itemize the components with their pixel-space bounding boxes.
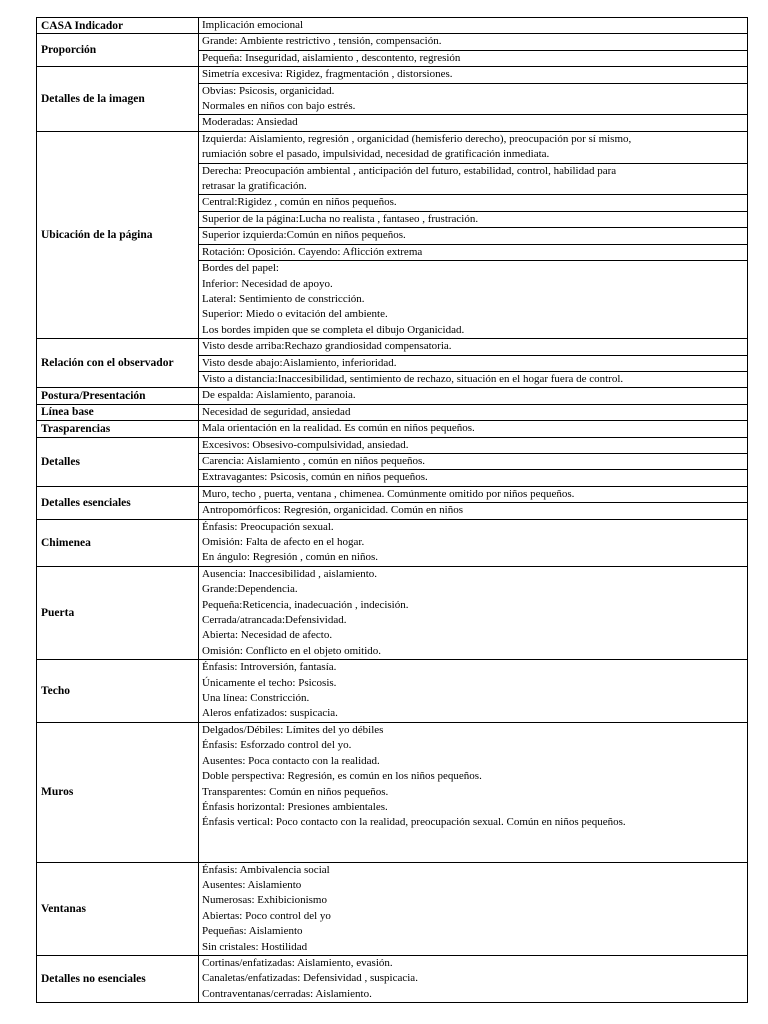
indicator-label: Detalles no esenciales — [37, 955, 199, 1002]
implication-line: Superior de la página:Lucha no realista , fantaseo , frustración. — [202, 212, 479, 225]
header-implication-cell: Implicación emocional — [199, 18, 748, 34]
implication-line: Mala orientación en la realidad. Es común en niños pequeños. — [202, 422, 475, 435]
implication-line: Extravagantes: Psicosis, común en niños pequeños. — [202, 471, 428, 484]
implication-line: De espalda: Aislamiento, paranoia. — [202, 389, 356, 402]
implication-line: retrasar la gratificación. — [202, 180, 307, 193]
table-row — [37, 34, 748, 50]
implication-line: Lateral: Sentimiento de constricción. — [202, 292, 365, 305]
implication-cell — [199, 131, 748, 163]
implication-line: Pequeña:Reticencia, inadecuación , indecisión. — [202, 598, 409, 611]
header-indicator-cell: CASA Indicador — [37, 18, 199, 34]
implication-line: Únicamente el techo: Psicosis. — [202, 676, 337, 689]
indicator-label: Trasparencias — [37, 421, 199, 437]
table-row — [37, 955, 748, 1002]
implication-cell — [199, 566, 748, 659]
indicator-label: Relación con el observador — [37, 339, 199, 388]
implication-line: Énfasis: Ambivalencia social — [202, 863, 330, 876]
implication-line: Visto desde arriba:Rechazo grandiosidad compensatoria. — [202, 340, 452, 353]
implication-line: Omisión: Conflicto en el objeto omitido. — [202, 644, 382, 657]
indicator-label: Techo — [37, 660, 199, 723]
table-row — [37, 437, 748, 453]
implication-line: Abiertas: Poco control del yo — [202, 909, 331, 922]
implication-line: Inferior: Necesidad de apoyo. — [202, 277, 333, 290]
table-row — [37, 862, 748, 955]
indicator-label: Línea base — [37, 404, 199, 420]
indicator-label: Ubicación de la página — [37, 131, 199, 338]
implication-cell — [199, 862, 748, 955]
implication-cell — [199, 470, 748, 486]
table-row — [37, 339, 748, 355]
implication-cell — [199, 486, 748, 502]
implication-line: Simetría excesiva: Rigidez, fragmentación , distorsiones. — [202, 68, 453, 81]
implication-line: Contraventanas/cerradas: Aislamiento. — [202, 987, 372, 1000]
table-row — [37, 660, 748, 723]
implication-line: rumiación sobre el pasado, impulsividad, necesidad de gratificación inmediata. — [202, 148, 550, 161]
implication-cell — [199, 67, 748, 83]
implication-line: Transparentes: Común en niños pequeños. — [202, 785, 389, 798]
table-row — [37, 566, 748, 659]
implication-line: Énfasis: Introversión, fantasía. — [202, 661, 337, 674]
implication-line: En ángulo: Regresión , común en niños. — [202, 551, 378, 564]
implication-line — [202, 846, 744, 861]
implication-line: Abierta: Necesidad de afecto. — [202, 629, 333, 642]
implication-line: Cortinas/enfatizadas: Aislamiento, evasión. — [202, 956, 393, 969]
implication-line: Ausencia: Inaccesibilidad , aislamiento. — [202, 567, 378, 580]
implication-cell — [199, 722, 748, 862]
implication-line: Énfasis horizontal: Presiones ambientales. — [202, 800, 388, 813]
implication-line: Delgados/Débiles: Límites del yo débiles — [202, 723, 384, 736]
implication-cell — [199, 437, 748, 453]
implication-line: Visto a distancia:Inaccesibilidad, sentimiento de rechazo, situación en el hogar fuera de control. — [202, 372, 624, 385]
implication-line: Una línea: Constricción. — [202, 692, 310, 705]
implication-cell — [199, 34, 748, 50]
table-row — [37, 519, 748, 566]
indicator-label: Chimenea — [37, 519, 199, 566]
indicator-label: Detalles esenciales — [37, 486, 199, 519]
implication-cell — [199, 421, 748, 437]
table-row — [37, 131, 748, 163]
implication-line: Énfasis vertical: Poco contacto con la realidad, preocupación sexual. Común en niños pequeños. — [202, 816, 626, 829]
implication-line: Bordes del papel: — [202, 262, 279, 275]
indicator-label: Proporción — [37, 34, 199, 67]
indicator-label: Muros — [37, 722, 199, 862]
implication-line: Omisión: Falta de afecto en el hogar. — [202, 536, 365, 548]
implication-line: Cerrada/atrancada:Defensividad. — [202, 614, 347, 627]
implication-line: Énfasis: Preocupación sexual. — [202, 520, 334, 533]
table-row — [37, 421, 748, 437]
implication-line: Central:Rigidez , común en niños pequeños. — [202, 196, 397, 209]
implication-line: Pequeña: Inseguridad, aislamiento , descontento, regresión — [202, 51, 461, 64]
implication-cell — [199, 195, 748, 211]
implication-line: Necesidad de seguridad, ansiedad — [202, 405, 351, 418]
implication-line: Carencia: Aislamiento , común en niños pequeños. — [202, 454, 426, 467]
implication-line — [202, 831, 744, 846]
indicator-label: Detalles — [37, 437, 199, 486]
implication-line: Visto desde abajo:Aislamiento, inferioridad. — [202, 356, 397, 369]
implication-cell — [199, 163, 748, 195]
table-row — [37, 388, 748, 404]
implication-cell — [199, 83, 748, 115]
indicator-label: Detalles de la imagen — [37, 67, 199, 132]
implication-line: Énfasis: Esforzado control del yo. — [202, 739, 352, 752]
implication-cell — [199, 955, 748, 1002]
implication-line: Normales en niños con bajo estrés. — [202, 100, 356, 113]
implication-line: Pequeñas: Aislamiento — [202, 925, 303, 938]
implication-cell — [199, 228, 748, 244]
indicator-table — [36, 17, 748, 1003]
implication-line: Numerosas: Exhibicionismo — [202, 894, 327, 907]
implication-line: Sin cristales: Hostilidad — [202, 940, 308, 953]
implication-line: Izquierda: Aislamiento, regresión , organicidad (hemisferio derecho), preocupación por sí mismo, — [202, 132, 632, 145]
implication-line: Moderadas: Ansiedad — [202, 116, 298, 129]
implication-line: Aleros enfatizados: suspicacia. — [202, 707, 338, 720]
implication-line: Obvias: Psicosis, organicidad. — [202, 84, 335, 97]
table-header-row — [37, 18, 748, 34]
table-row — [37, 67, 748, 83]
implication-line: Superior: Miedo o evitación del ambiente. — [202, 308, 388, 321]
implication-line: Rotación: Oposición. Cayendo: Aflicción extrema — [202, 245, 423, 258]
implication-cell — [199, 50, 748, 66]
table-row — [37, 722, 748, 862]
implication-line: Grande:Dependencia. — [202, 583, 298, 596]
implication-cell — [199, 388, 748, 404]
implication-cell — [199, 371, 748, 387]
implication-line: Antropomórficos: Regresión, organicidad. Común en niños — [202, 504, 464, 517]
implication-cell — [199, 115, 748, 131]
implication-line: Doble perspectiva: Regresión, es común en los niños pequeños. — [202, 770, 482, 783]
implication-cell — [199, 211, 748, 227]
implication-line: Ausentes: Aislamiento — [202, 878, 302, 891]
implication-cell — [199, 660, 748, 723]
implication-line: Canaletas/enfatizadas: Defensividad , suspicacia. — [202, 972, 418, 985]
implication-cell — [199, 519, 748, 566]
table-body — [37, 18, 748, 1003]
implication-line: Muro, techo , puerta, ventana , chimenea. Comúnmente omitido por niños pequeños. — [202, 487, 575, 500]
table-row — [37, 486, 748, 502]
implication-cell — [199, 503, 748, 519]
implication-cell — [199, 404, 748, 420]
implication-cell — [199, 261, 748, 339]
indicator-label: Puerta — [37, 566, 199, 659]
implication-line: Superior izquierda:Común en niños pequeños. — [202, 229, 406, 242]
implication-cell — [199, 355, 748, 371]
implication-line: Los bordes impiden que se completa el dibujo Organicidad. — [202, 323, 465, 336]
indicator-label: Ventanas — [37, 862, 199, 955]
table-row — [37, 404, 748, 420]
implication-line: Ausentes: Poca contacto con la realidad. — [202, 754, 380, 767]
implication-line: Grande: Ambiente restrictivo , tensión, compensación. — [202, 35, 442, 48]
implication-cell — [199, 453, 748, 469]
indicator-label: Postura/Presentación — [37, 388, 199, 404]
implication-line: Derecha: Preocupación ambiental , anticipación del futuro, estabilidad, control, habilidad para — [202, 164, 617, 177]
implication-cell — [199, 244, 748, 260]
implication-line: Excesivos: Obsesivo-compulsividad, ansiedad. — [202, 438, 409, 451]
implication-cell — [199, 339, 748, 355]
